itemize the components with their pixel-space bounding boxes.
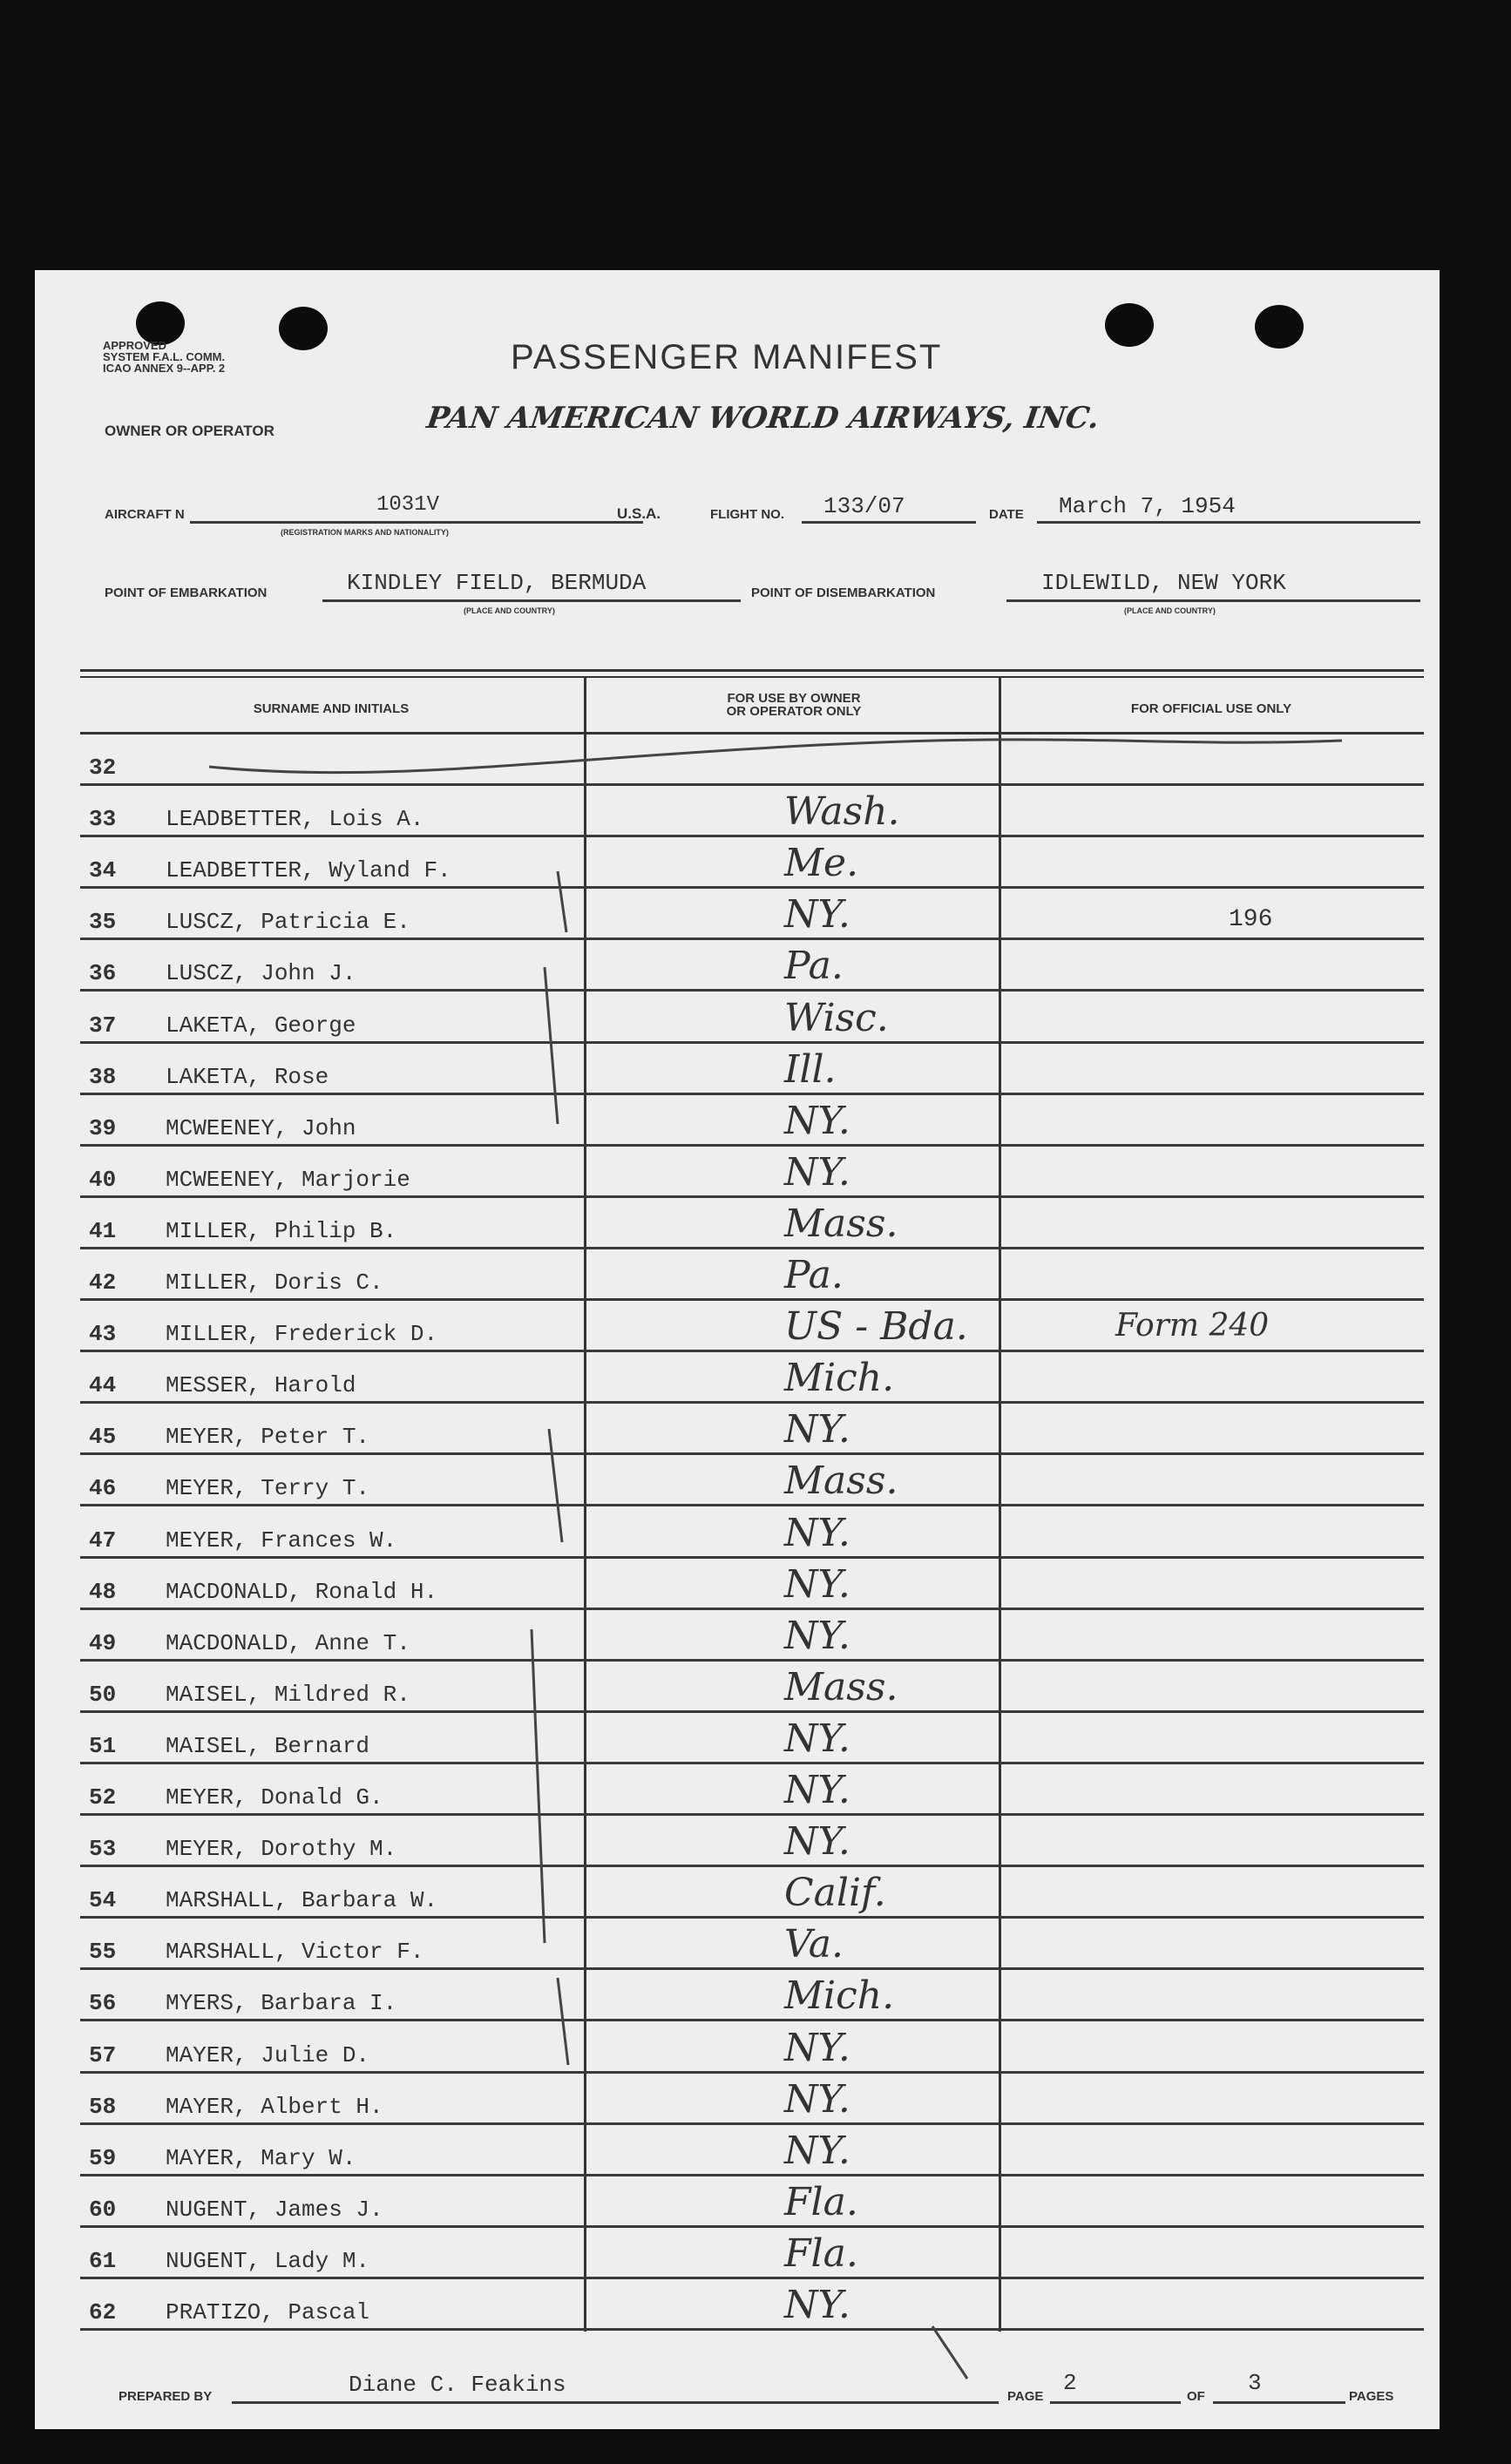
passenger-name: MEYER, Frances W.: [166, 1526, 397, 1554]
state-entry: Calif.: [784, 1871, 886, 1916]
row-number: 39: [89, 1114, 117, 1141]
owner-column-header-line: FOR USE BY OWNER: [727, 691, 861, 706]
passenger-name: MILLER, Frederick D.: [166, 1321, 438, 1348]
row-number: 33: [89, 806, 117, 833]
state-entry: Mass.: [784, 1664, 898, 1709]
flight-label: FLIGHT NO.: [710, 507, 784, 522]
registration-sublabel: (REGISTRATION MARKS AND NATIONALITY): [281, 528, 449, 537]
embarkation-label: POINT OF EMBARKATION: [105, 586, 268, 600]
pages-label: PAGES: [1349, 2389, 1394, 2404]
passenger-name: LUSCZ, John J.: [166, 960, 356, 987]
row-number: 48: [89, 1578, 117, 1605]
prepared-by-value: Diane C. Feakins: [349, 2372, 566, 2398]
passenger-name: LEADBETTER, Lois A.: [166, 806, 424, 833]
state-entry: Pa.: [784, 1253, 844, 1297]
passenger-name: MACDONALD, Anne T.: [166, 1629, 410, 1656]
passenger-name: LAKETA, George: [166, 1012, 356, 1039]
row-number: 58: [89, 2093, 117, 2120]
state-entry: Mich.: [784, 1356, 895, 1401]
of-label: OF: [1187, 2389, 1205, 2404]
row-number: 35: [89, 909, 117, 936]
state-entry: NY.: [784, 1819, 850, 1865]
state-entry: NY.: [784, 892, 850, 938]
passenger-name: PRATIZO, Pascal: [166, 2299, 370, 2325]
page-label: PAGE: [1007, 2389, 1044, 2404]
state-entry: NY.: [784, 1098, 850, 1143]
passenger-name: MESSER, Harold: [166, 1372, 356, 1399]
disembarkation-label: POINT OF DISEMBARKATION: [751, 586, 936, 600]
date-label: DATE: [989, 507, 1024, 522]
owner-label: OWNER OR OPERATOR: [105, 423, 274, 439]
prepared-by-underline: [232, 2401, 999, 2404]
passenger-name: MEYER, Peter T.: [166, 1424, 370, 1451]
state-entry: Va.: [784, 1922, 844, 1967]
state-entry: Wisc.: [784, 995, 889, 1040]
pen-strokes: [35, 270, 1440, 2429]
owner-column-header-line: OR OPERATOR ONLY: [726, 704, 862, 719]
state-entry: Fla.: [784, 2179, 858, 2224]
row-number: 60: [89, 2196, 117, 2223]
of-value: 3: [1248, 2370, 1262, 2396]
state-entry: NY.: [784, 1407, 850, 1452]
official-entry: 196: [1229, 906, 1273, 934]
state-entry: NY.: [784, 1510, 850, 1555]
embarkation-value: KINDLEY FIELD, BERMUDA: [347, 570, 647, 596]
row-number: 41: [89, 1217, 117, 1244]
passenger-name: MACDONALD, Ronald H.: [166, 1578, 438, 1605]
passenger-name: MARSHALL, Barbara W.: [166, 1887, 438, 1914]
page-underline: [1050, 2401, 1181, 2404]
passenger-name: MILLER, Doris C.: [166, 1269, 383, 1296]
passenger-name: MCWEENEY, Marjorie: [166, 1166, 410, 1193]
passenger-name: LEADBETTER, Wyland F.: [166, 857, 451, 884]
state-entry: NY.: [784, 1613, 850, 1658]
passenger-name: MARSHALL, Victor F.: [166, 1939, 424, 1966]
row-number: 37: [89, 1012, 117, 1039]
state-entry: Wash.: [784, 789, 900, 835]
document-title: PASSENGER MANIFEST: [511, 338, 943, 376]
state-entry: NY.: [784, 2283, 850, 2327]
state-entry: Mass.: [784, 1201, 898, 1246]
state-entry: NY.: [784, 1149, 850, 1195]
passenger-name: NUGENT, James J.: [166, 2196, 383, 2223]
of-underline: [1213, 2401, 1345, 2404]
row-number: 36: [89, 960, 117, 987]
row-number: 61: [89, 2247, 117, 2274]
row-number: 42: [89, 1269, 117, 1296]
row-number: 45: [89, 1424, 117, 1451]
page-value: 2: [1063, 2370, 1077, 2396]
surname-column-header: SURNAME AND INITIALS: [253, 701, 410, 716]
approval-line: ICAO ANNEX 9--APP. 2: [103, 362, 226, 375]
row-number: 51: [89, 1732, 117, 1759]
row-number: 59: [89, 2144, 117, 2171]
passenger-name: MAISEL, Bernard: [166, 1732, 370, 1759]
approval-line: APPROVED: [103, 339, 166, 352]
official-entry: Form 240: [1115, 1308, 1270, 1344]
row-number: 50: [89, 1681, 117, 1708]
passenger-name: NUGENT, Lady M.: [166, 2247, 370, 2274]
approval-line: SYSTEM F.A.L. COMM.: [103, 350, 226, 363]
aircraft-label: AIRCRAFT N: [105, 507, 185, 522]
row-number: 52: [89, 1784, 117, 1811]
state-entry: NY.: [784, 1768, 850, 1812]
passenger-name: LAKETA, Rose: [166, 1063, 329, 1090]
passenger-name: MAYER, Julie D.: [166, 2041, 370, 2068]
row-number: 32: [89, 755, 117, 781]
aircraft-value: 1031V: [376, 493, 440, 517]
usa-label: U.S.A.: [617, 505, 661, 522]
passenger-name: LUSCZ, Patricia E.: [166, 909, 410, 936]
state-entry: NY.: [784, 2025, 850, 2070]
row-number: 49: [89, 1629, 117, 1656]
airline-name: PAN AMERICAN WORLD AIRWAYS, INC.: [424, 401, 1101, 436]
row-number: 43: [89, 1321, 117, 1348]
state-entry: NY.: [784, 2128, 850, 2173]
passenger-name: MEYER, Donald G.: [166, 1784, 383, 1811]
row-number: 57: [89, 2041, 117, 2068]
row-number: 46: [89, 1475, 117, 1502]
row-number: 38: [89, 1063, 117, 1090]
state-entry: Mass.: [784, 1459, 898, 1504]
passenger-name: MILLER, Philip B.: [166, 1217, 397, 1244]
row-number: 56: [89, 1990, 117, 2017]
passenger-name: MCWEENEY, John: [166, 1114, 356, 1141]
row-number: 40: [89, 1166, 117, 1193]
row-number: 53: [89, 1836, 117, 1863]
state-entry: US - Bda.: [784, 1304, 968, 1350]
row-number: 47: [89, 1526, 117, 1554]
state-entry: Mich.: [784, 1973, 895, 2019]
state-entry: NY.: [784, 1716, 850, 1761]
flight-value: 133/07: [823, 493, 905, 519]
state-entry: Fla.: [784, 2230, 858, 2276]
state-entry: NY.: [784, 2076, 850, 2122]
row-number: 54: [89, 1887, 117, 1914]
passenger-name: MYERS, Barbara I.: [166, 1990, 397, 2017]
passenger-name: MAYER, Albert H.: [166, 2093, 383, 2120]
passenger-name: MAYER, Mary W.: [166, 2144, 356, 2171]
row-number: 34: [89, 857, 117, 884]
disembarkation-value: IDLEWILD, NEW YORK: [1041, 570, 1286, 596]
state-entry: NY.: [784, 1561, 850, 1607]
manifest-sheet: [35, 270, 1440, 2429]
state-entry: Me.: [784, 841, 859, 886]
row-number: 62: [89, 2299, 117, 2325]
passenger-name: MEYER, Terry T.: [166, 1475, 370, 1502]
official-column-header: FOR OFFICIAL USE ONLY: [1130, 701, 1292, 716]
date-value: March 7, 1954: [1059, 493, 1236, 519]
disembarkation-sublabel: (PLACE AND COUNTRY): [1124, 606, 1216, 615]
state-entry: Ill.: [784, 1046, 837, 1092]
state-entry: Pa.: [784, 944, 844, 989]
embarkation-sublabel: (PLACE AND COUNTRY): [464, 606, 555, 615]
passenger-name: MEYER, Dorothy M.: [166, 1836, 397, 1863]
prepared-by-label: PREPARED BY: [119, 2389, 213, 2404]
row-number: 44: [89, 1372, 117, 1399]
row-number: 55: [89, 1939, 117, 1966]
passenger-name: MAISEL, Mildred R.: [166, 1681, 410, 1708]
